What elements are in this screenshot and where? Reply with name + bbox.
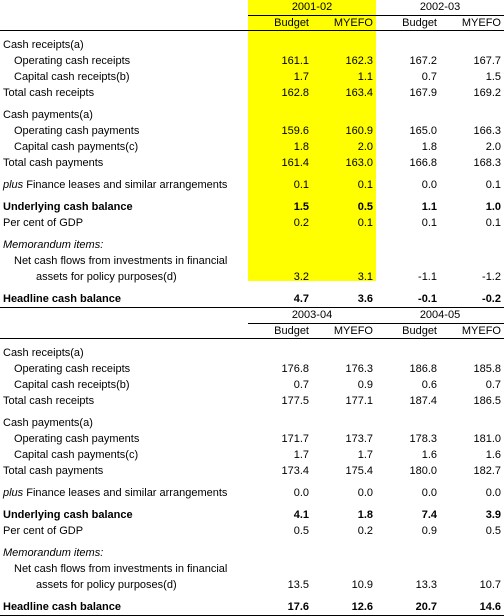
column-header-row: [0, 324, 504, 339]
table-cell: 1.7: [293, 71, 309, 83]
row-label: Capital cash payments(c): [14, 141, 139, 153]
table-cell: 14.6: [440, 599, 504, 616]
column-header-row: [0, 16, 504, 31]
table-cell: 1.8: [357, 509, 373, 521]
table-row: [0, 361, 504, 377]
table-cell: 20.7: [376, 599, 440, 616]
cash-table-2003-05: [0, 308, 504, 616]
year-header-row: [0, 308, 504, 324]
table-row: [0, 447, 504, 463]
table-cell: 1.5: [485, 71, 501, 83]
row-label: Capital cash receipts(b): [14, 379, 130, 391]
table-cell: 178.3: [409, 433, 437, 445]
table-cell: 1.8: [293, 141, 309, 153]
row-label: Per cent of GDP: [3, 217, 84, 229]
table-cell: 3.6: [312, 291, 376, 308]
table-cell: 173.4: [281, 465, 309, 477]
table-cell: 167.7: [473, 55, 501, 67]
table-cell: 1.6: [485, 449, 501, 461]
year-label: 2002-03: [376, 0, 504, 16]
table-row: [0, 237, 504, 253]
row-label: Net cash flows from investments in financial: [14, 255, 228, 267]
row-label: Operating cash payments: [14, 125, 140, 137]
table-cell: 0.5: [485, 525, 501, 537]
row-label: Cash payments(a): [3, 417, 93, 429]
table-cell: 165.0: [409, 125, 437, 137]
table-cell: 177.1: [345, 395, 373, 407]
table-cell: 166.8: [409, 157, 437, 169]
table-cell: 0.1: [357, 179, 373, 191]
table-row: [0, 291, 504, 308]
table-cell: 171.7: [281, 433, 309, 445]
column-header: MYEFO: [312, 324, 376, 339]
table-cell: 17.6: [248, 599, 312, 616]
table-row: [0, 545, 504, 561]
table-row: [0, 523, 504, 539]
row-label: Memorandum items:: [3, 547, 104, 559]
table-cell: 0.7: [293, 379, 309, 391]
table-row: [0, 215, 504, 231]
table-cell: 0.9: [421, 525, 437, 537]
table-cell: 166.3: [473, 125, 501, 137]
table-cell: 175.4: [345, 465, 373, 477]
table-cell: 1.7: [293, 449, 309, 461]
table-cell: 1.8: [421, 141, 437, 153]
table-cell: -1.1: [418, 271, 437, 283]
table-cell: 173.7: [345, 433, 373, 445]
table-cell: 0.1: [485, 217, 501, 229]
table-cell: 168.3: [473, 157, 501, 169]
table-row: [0, 69, 504, 85]
row-label: Cash receipts(a): [3, 347, 84, 359]
table-cell: 1.6: [421, 449, 437, 461]
table-cell: 162.3: [345, 55, 373, 67]
column-header: MYEFO: [440, 16, 504, 31]
row-label: Total cash payments: [3, 465, 104, 477]
column-header: Budget: [376, 16, 440, 31]
row-label: Total cash receipts: [3, 395, 95, 407]
table-cell: 3.2: [293, 271, 309, 283]
table-cell: 2.0: [485, 141, 501, 153]
table-cell: 187.4: [409, 395, 437, 407]
table-cell: 161.4: [281, 157, 309, 169]
table-cell: 0.5: [357, 201, 373, 213]
table-row: [0, 431, 504, 447]
table-row: [0, 199, 504, 215]
table-cell: 10.7: [479, 579, 501, 591]
table-row: [0, 415, 504, 431]
table-cell: 167.9: [409, 87, 437, 99]
table-row: [0, 37, 504, 53]
table-cell: 177.5: [281, 395, 309, 407]
row-label: assets for policy purposes(d): [36, 579, 177, 591]
table-cell: 2.0: [357, 141, 373, 153]
table-cell: 0.0: [357, 487, 373, 499]
table-cell: 167.2: [409, 55, 437, 67]
row-label: Headline cash balance: [0, 291, 248, 308]
table-cell: 0.7: [421, 71, 437, 83]
table-cell: -0.2: [440, 291, 504, 308]
table-row: [0, 599, 504, 616]
row-label: Operating cash receipts: [14, 363, 131, 375]
table-cell: 4.1: [293, 509, 309, 521]
table-cell: 7.4: [421, 509, 437, 521]
table-cell: 0.0: [421, 179, 437, 191]
table-cell: 176.8: [281, 363, 309, 375]
table-cell: 1.0: [485, 201, 501, 213]
table-cell: -1.2: [482, 271, 501, 283]
table-cell: 163.0: [345, 157, 373, 169]
row-label: Capital cash receipts(b): [14, 71, 130, 83]
finance-leases-label: Finance leases and similar arrangements: [23, 487, 228, 499]
row-label: Total cash payments: [3, 157, 104, 169]
row-label: Memorandum items:: [3, 239, 104, 251]
table-cell: 1.7: [357, 449, 373, 461]
table-row: [0, 85, 504, 101]
table-cell: 4.7: [248, 291, 312, 308]
table-cell: 162.8: [281, 87, 309, 99]
table-cell: 0.0: [485, 487, 501, 499]
table-cell: 13.5: [287, 579, 309, 591]
table-cell: 0.1: [485, 179, 501, 191]
column-header: Budget: [248, 16, 312, 31]
table-row: [0, 107, 504, 123]
table-row: [0, 123, 504, 139]
table-row: [0, 577, 504, 593]
column-header: MYEFO: [312, 16, 376, 31]
table-cell: 181.0: [473, 433, 501, 445]
table-row: [0, 485, 504, 501]
table-cell: 0.2: [357, 525, 373, 537]
table-cell: 3.9: [485, 509, 501, 521]
table-cell: 0.1: [357, 217, 373, 229]
table-cell: 185.8: [473, 363, 501, 375]
column-header: Budget: [376, 324, 440, 339]
table-row: [0, 561, 504, 577]
table-cell: 0.0: [293, 487, 309, 499]
column-header: Budget: [248, 324, 312, 339]
table-cell: 180.0: [409, 465, 437, 477]
table-cell: 161.1: [281, 55, 309, 67]
table-cell: 0.6: [421, 379, 437, 391]
table-row: [0, 177, 504, 193]
table-cell: 0.9: [357, 379, 373, 391]
table-cell: 10.9: [351, 579, 373, 591]
plus-label: plus: [3, 179, 24, 191]
row-label: Cash receipts(a): [3, 39, 84, 51]
table-cell: 0.7: [485, 379, 501, 391]
finance-leases-label: Finance leases and similar arrangements: [23, 179, 228, 191]
table-row: [0, 139, 504, 155]
row-label: Total cash receipts: [3, 87, 95, 99]
row-label: Underlying cash balance: [3, 509, 133, 521]
table-row: [0, 393, 504, 409]
table-row: [0, 53, 504, 69]
table-cell: 186.8: [409, 363, 437, 375]
table-row: [0, 345, 504, 361]
table-cell: 163.4: [345, 87, 373, 99]
year-label: 2003-04: [248, 308, 376, 324]
table-block-2003-05: [0, 308, 504, 616]
table-cell: 0.0: [421, 487, 437, 499]
row-label: [0, 485, 248, 501]
table-cell: 13.3: [415, 579, 437, 591]
row-label: Capital cash payments(c): [14, 449, 139, 461]
column-header: MYEFO: [440, 324, 504, 339]
table-row: [0, 155, 504, 171]
table-cell: 3.1: [357, 271, 373, 283]
table-row: [0, 253, 504, 269]
row-label: Underlying cash balance: [3, 201, 133, 213]
table-cell: -0.1: [376, 291, 440, 308]
table-cell: 0.2: [293, 217, 309, 229]
table-cell: 1.1: [421, 201, 437, 213]
table-cell: 1.5: [293, 201, 309, 213]
row-label: assets for policy purposes(d): [36, 271, 177, 283]
row-label: Headline cash balance: [0, 599, 248, 616]
table-row: [0, 507, 504, 523]
year-header-row: [0, 0, 504, 16]
table-row: [0, 463, 504, 479]
table-cell: 186.5: [473, 395, 501, 407]
table-cell: 1.1: [357, 71, 373, 83]
table-cell: 169.2: [473, 87, 501, 99]
table-cell: 176.3: [345, 363, 373, 375]
table-cell: 182.7: [473, 465, 501, 477]
table-cell: 159.6: [281, 125, 309, 137]
table-cell: 12.6: [312, 599, 376, 616]
row-label: Operating cash receipts: [14, 55, 131, 67]
row-label: Net cash flows from investments in financial: [14, 563, 228, 575]
row-label: [0, 177, 248, 193]
row-label: Cash payments(a): [3, 109, 93, 121]
row-label: Operating cash payments: [14, 433, 140, 445]
table-row: [0, 269, 504, 285]
table-cell: 160.9: [345, 125, 373, 137]
table-row: [0, 377, 504, 393]
table-cell: 0.1: [421, 217, 437, 229]
row-label: Per cent of GDP: [3, 525, 84, 537]
year-label: 2004-05: [376, 308, 504, 324]
table-cell: 0.1: [293, 179, 309, 191]
year-label: 2001-02: [248, 0, 376, 16]
table-cell: 0.5: [293, 525, 309, 537]
plus-label: plus: [3, 487, 24, 499]
